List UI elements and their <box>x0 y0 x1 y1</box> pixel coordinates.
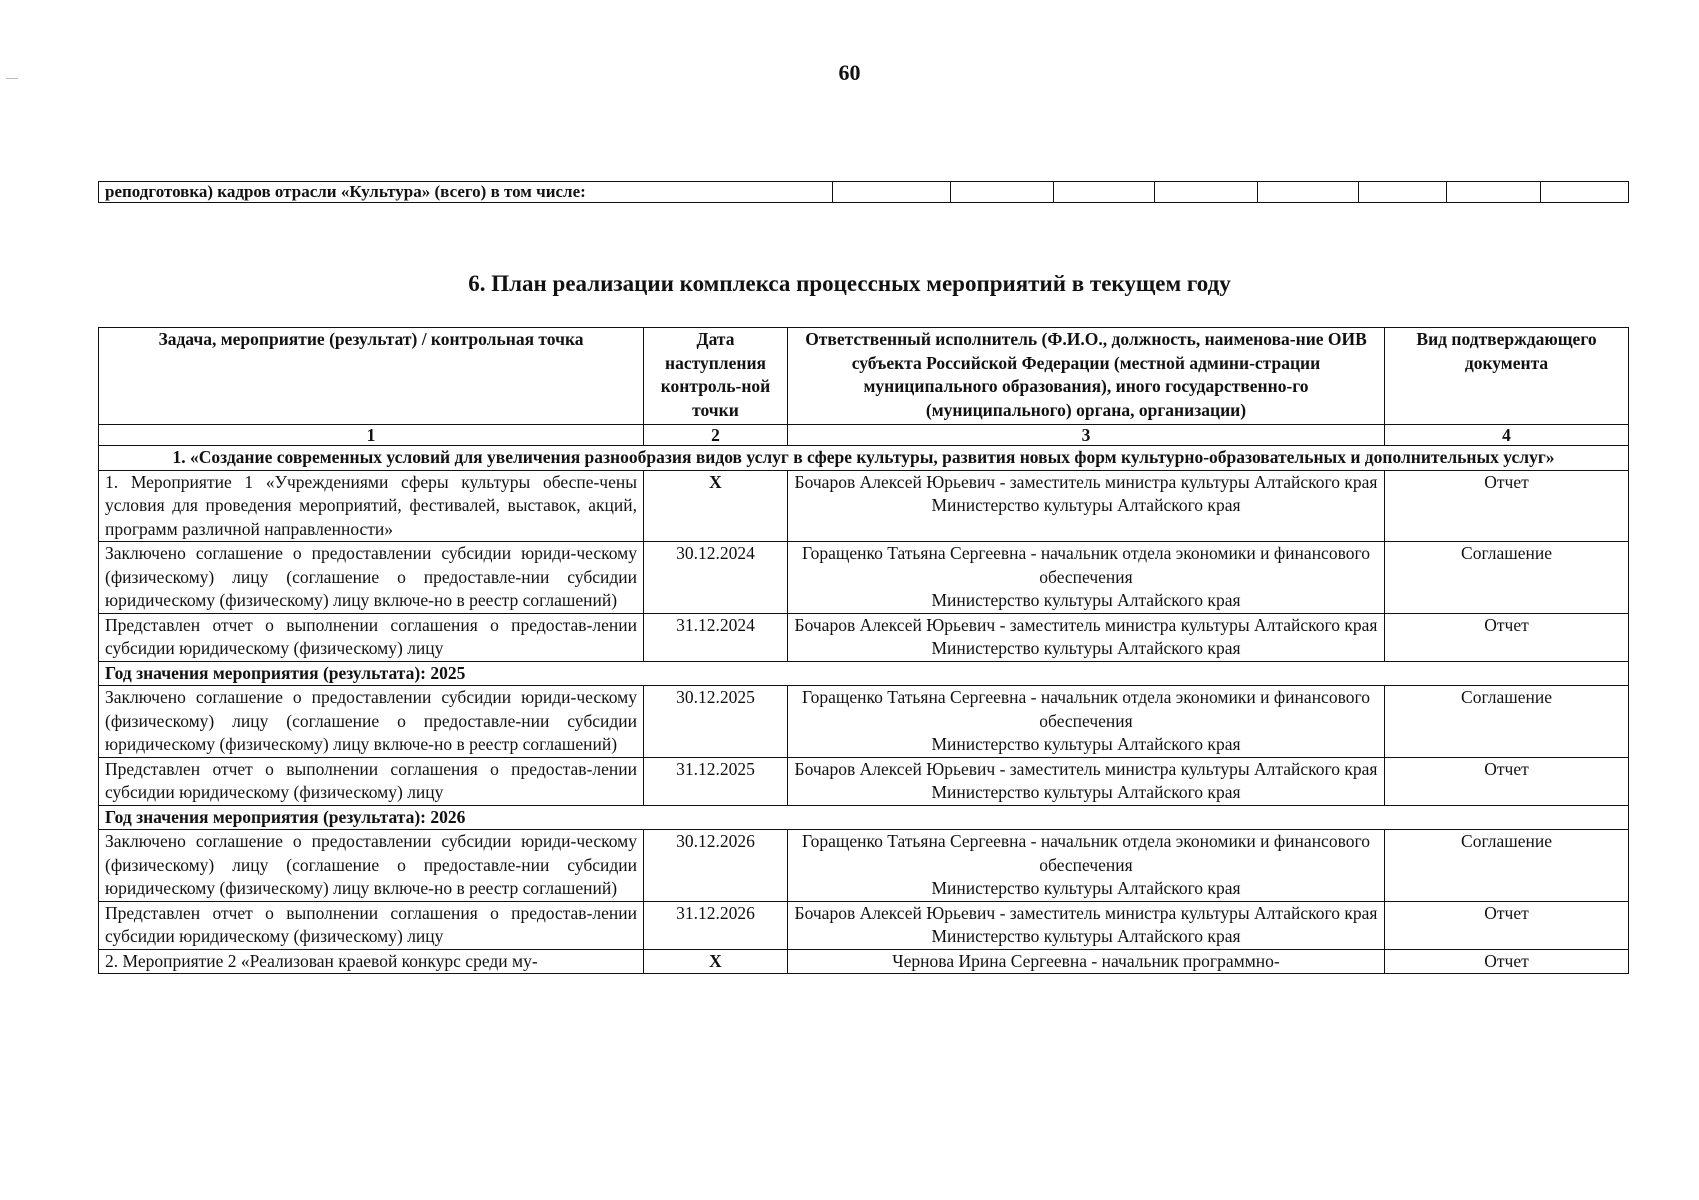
row-document: Отчет <box>1385 470 1629 542</box>
table-row <box>99 470 1629 542</box>
year-label: Год значения мероприятия (результата): 2026 <box>99 805 1629 830</box>
table-row <box>99 901 1629 949</box>
header-document: Вид подтверждающего документа <box>1385 328 1629 425</box>
carry-over-cell <box>1359 182 1447 203</box>
row-document: Соглашение <box>1385 686 1629 758</box>
row-document: Отчет <box>1385 949 1629 974</box>
year-row <box>99 661 1629 686</box>
executor-person: Горащенко Татьяна Сергеевна - начальник отдела экономики и финансового обеспечения <box>802 687 1370 731</box>
row-date: 31.12.2026 <box>644 901 788 949</box>
executor-org: Министерство культуры Алтайского края <box>931 734 1241 754</box>
table-row <box>99 613 1629 661</box>
header-executor: Ответственный исполнитель (Ф.И.О., должность, наименова-ние ОИВ субъекта Российской Федерации (местной админи-страции муниципального образования), иного государственно-го (муниципального) органа, организации) <box>788 328 1385 425</box>
executor-person: Бочаров Алексей Юрьевич - заместитель министра культуры Алтайского края <box>794 614 1378 635</box>
page-number: 60 <box>838 60 861 85</box>
year-row <box>99 805 1629 830</box>
executor-org: Министерство культуры Алтайского края <box>931 782 1241 802</box>
column-number: 3 <box>788 425 1385 446</box>
row-document: Отчет <box>1385 613 1629 661</box>
row-date: 30.12.2025 <box>644 686 788 758</box>
carry-over-cell <box>1447 182 1541 203</box>
year-label: Год значения мероприятия (результата): 2025 <box>99 661 1629 686</box>
column-number: 1 <box>99 425 644 446</box>
executor-person: Бочаров Алексей Юрьевич - заместитель министра культуры Алтайского края <box>794 758 1378 779</box>
carry-over-cell <box>833 182 951 203</box>
column-number: 4 <box>1385 425 1629 446</box>
row-task: Представлен отчет о выполнении соглашения о предостав-лении субсидии юридическому (физическому) лицу <box>99 901 644 949</box>
row-executor <box>788 901 1385 949</box>
executor-person: Горащенко Татьяна Сергеевна - начальник отдела экономики и финансового обеспечения <box>802 543 1370 587</box>
row-executor <box>788 542 1385 614</box>
row-document: Соглашение <box>1385 542 1629 614</box>
row-date: 30.12.2024 <box>644 542 788 614</box>
row-executor <box>788 830 1385 902</box>
plan-table <box>98 327 1629 974</box>
executor-org: Министерство культуры Алтайского края <box>931 590 1241 610</box>
carry-over-table <box>98 181 1629 203</box>
table-row <box>99 757 1629 805</box>
row-executor <box>788 613 1385 661</box>
header-date: Дата наступления контроль-ной точки <box>644 328 788 425</box>
row-document: Отчет <box>1385 757 1629 805</box>
row-executor: Чернова Ирина Сергеевна - начальник программно- <box>788 949 1385 974</box>
table-row <box>99 830 1629 902</box>
carry-over-cell <box>1054 182 1155 203</box>
carry-over-cell <box>1155 182 1258 203</box>
carry-over-row <box>99 182 1629 203</box>
task-title: 1. «Создание современных условий для увеличения разнообразия видов услуг в сфере культуры, развития новых форм культурно-образовательных и дополнительных услуг» <box>99 446 1629 471</box>
row-task: Представлен отчет о выполнении соглашения о предостав-лении субсидии юридическому (физическому) лицу <box>99 613 644 661</box>
task-row <box>99 446 1629 471</box>
row-date: 31.12.2025 <box>644 757 788 805</box>
row-task: Заключено соглашение о предоставлении субсидии юриди-ческому (физическому) лицу (соглашение о предоставле-нии субсидии юридическому (физическому) лицу включе-но в реестр соглашений) <box>99 830 644 902</box>
row-document: Отчет <box>1385 901 1629 949</box>
executor-org: Министерство культуры Алтайского края <box>931 495 1241 515</box>
row-task: Заключено соглашение о предоставлении субсидии юриди-ческому (физическому) лицу (соглашение о предоставле-нии субсидии юридическому (физическому) лицу включе-но в реестр соглашений) <box>99 686 644 758</box>
header-row <box>99 328 1629 425</box>
row-task: 1. Мероприятие 1 «Учреждениями сферы культуры обеспе-чены условия для проведения мероприятий, фестивалей, выставок, акций, программ различной направленности» <box>99 470 644 542</box>
carry-over-cell <box>1541 182 1629 203</box>
executor-org: Министерство культуры Алтайского края <box>931 638 1241 658</box>
row-task: 2. Мероприятие 2 «Реализован краевой конкурс среди му- <box>99 949 644 974</box>
executor-person: Горащенко Татьяна Сергеевна - начальник отдела экономики и финансового обеспечения <box>802 831 1370 875</box>
carry-over-cell <box>951 182 1054 203</box>
row-executor <box>788 470 1385 542</box>
table-row <box>99 686 1629 758</box>
row-date: Х <box>644 470 788 542</box>
carry-over-cell <box>1258 182 1359 203</box>
row-date: 30.12.2026 <box>644 830 788 902</box>
table-row <box>99 542 1629 614</box>
executor-org: Министерство культуры Алтайского края <box>931 926 1241 946</box>
row-executor <box>788 686 1385 758</box>
row-date: Х <box>644 949 788 974</box>
row-task: Представлен отчет о выполнении соглашения о предостав-лении субсидии юридическому (физическому) лицу <box>99 757 644 805</box>
column-number: 2 <box>644 425 788 446</box>
executor-person: Бочаров Алексей Юрьевич - заместитель министра культуры Алтайского края <box>794 471 1378 492</box>
executor-person: Бочаров Алексей Юрьевич - заместитель министра культуры Алтайского края <box>794 902 1378 923</box>
row-document: Соглашение <box>1385 830 1629 902</box>
executor-org: Министерство культуры Алтайского края <box>931 878 1241 898</box>
column-number-row <box>99 425 1629 446</box>
row-date: 31.12.2024 <box>644 613 788 661</box>
header-task: Задача, мероприятие (результат) / контрольная точка <box>99 328 644 425</box>
table-row <box>99 949 1629 974</box>
row-executor <box>788 757 1385 805</box>
row-task: Заключено соглашение о предоставлении субсидии юриди-ческому (физическому) лицу (соглашение о предоставле-нии субсидии юридическому (физическому) лицу включе-но в реестр соглашений) <box>99 542 644 614</box>
section-title: 6. План реализации комплекса процессных мероприятий в текущем году <box>468 271 1231 296</box>
carry-over-text: реподготовка) кадров отрасли «Культура» (всего) в том числе: <box>99 182 833 203</box>
